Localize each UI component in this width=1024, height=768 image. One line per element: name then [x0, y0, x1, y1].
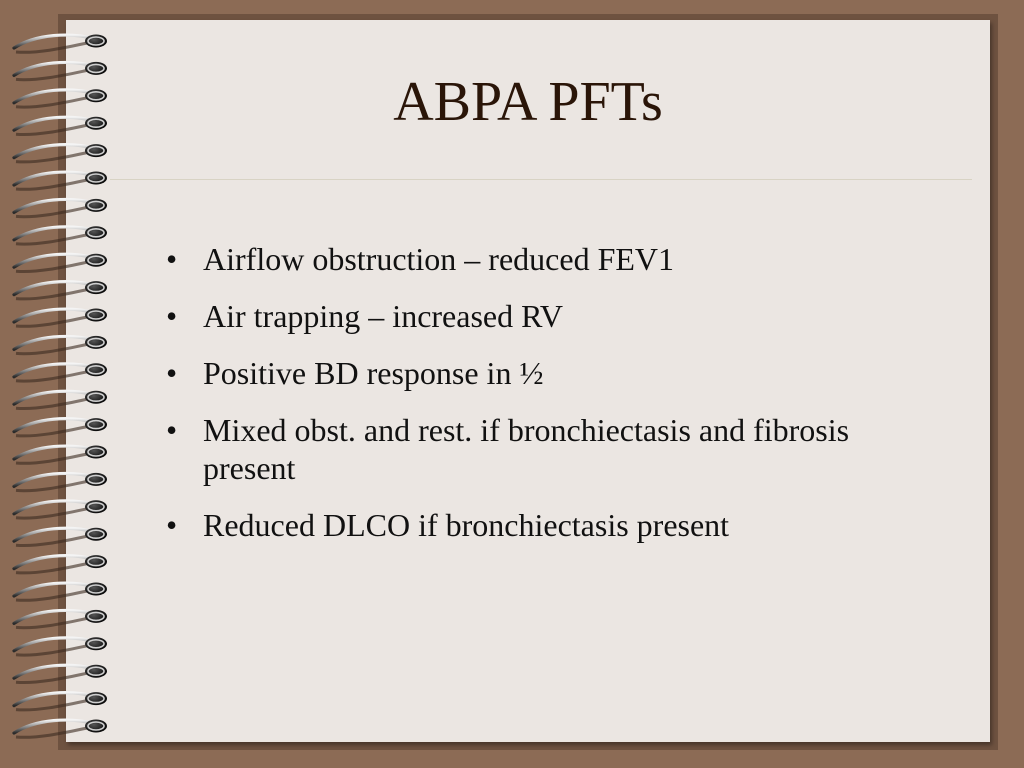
spiral-coil-icon — [14, 637, 107, 655]
spiral-coil-icon — [14, 172, 107, 190]
spiral-coil-icon — [14, 473, 107, 491]
spiral-coil-icon — [14, 144, 107, 162]
bullet-item — [160, 506, 920, 544]
bullet-list — [160, 240, 920, 563]
bullet-marker: • — [166, 507, 178, 543]
spiral-coil-icon — [14, 309, 107, 327]
spiral-coil-icon — [14, 391, 107, 409]
bullet-item — [160, 354, 920, 392]
spiral-coil-icon — [14, 363, 107, 381]
bullet-marker: • — [166, 298, 178, 334]
bullet-text: Air trapping – increased RV — [203, 298, 563, 334]
spiral-coil-icon — [14, 199, 107, 217]
spiral-coil-icon — [14, 720, 107, 738]
bullet-text: Airflow obstruction – reduced FEV1 — [203, 241, 675, 277]
spiral-coil-icon — [14, 35, 107, 53]
spiral-coil-icon — [14, 254, 107, 272]
spiral-coil-icon — [14, 446, 107, 464]
spiral-coil-icon — [14, 583, 107, 601]
slide-title: ABPA PFTs — [393, 71, 663, 133]
spiral-coil-icon — [14, 500, 107, 518]
bullet-marker: • — [166, 241, 178, 277]
bullet-item — [160, 297, 920, 335]
spiral-coil-icon — [14, 610, 107, 628]
bullet-item — [160, 240, 920, 278]
bullet-marker: • — [166, 412, 178, 448]
spiral-coil-icon — [14, 692, 107, 710]
bullet-text: Mixed obst. and rest. if bronchiectasis and fibrosis present — [203, 412, 850, 486]
spiral-coil-icon — [14, 418, 107, 436]
spiral-coil-icon — [14, 528, 107, 546]
bullet-text: Reduced DLCO if bronchiectasis present — [203, 507, 730, 543]
bullet-item — [160, 411, 920, 487]
title-divider — [110, 179, 972, 180]
spiral-coil-icon — [14, 336, 107, 354]
bullet-marker: • — [166, 355, 178, 391]
spiral-coil-icon — [14, 226, 107, 244]
spiral-coil-icon — [14, 281, 107, 299]
spiral-coil-icon — [14, 555, 107, 573]
bullet-text: Positive BD response in ½ — [203, 355, 544, 391]
spiral-coil-icon — [14, 665, 107, 683]
